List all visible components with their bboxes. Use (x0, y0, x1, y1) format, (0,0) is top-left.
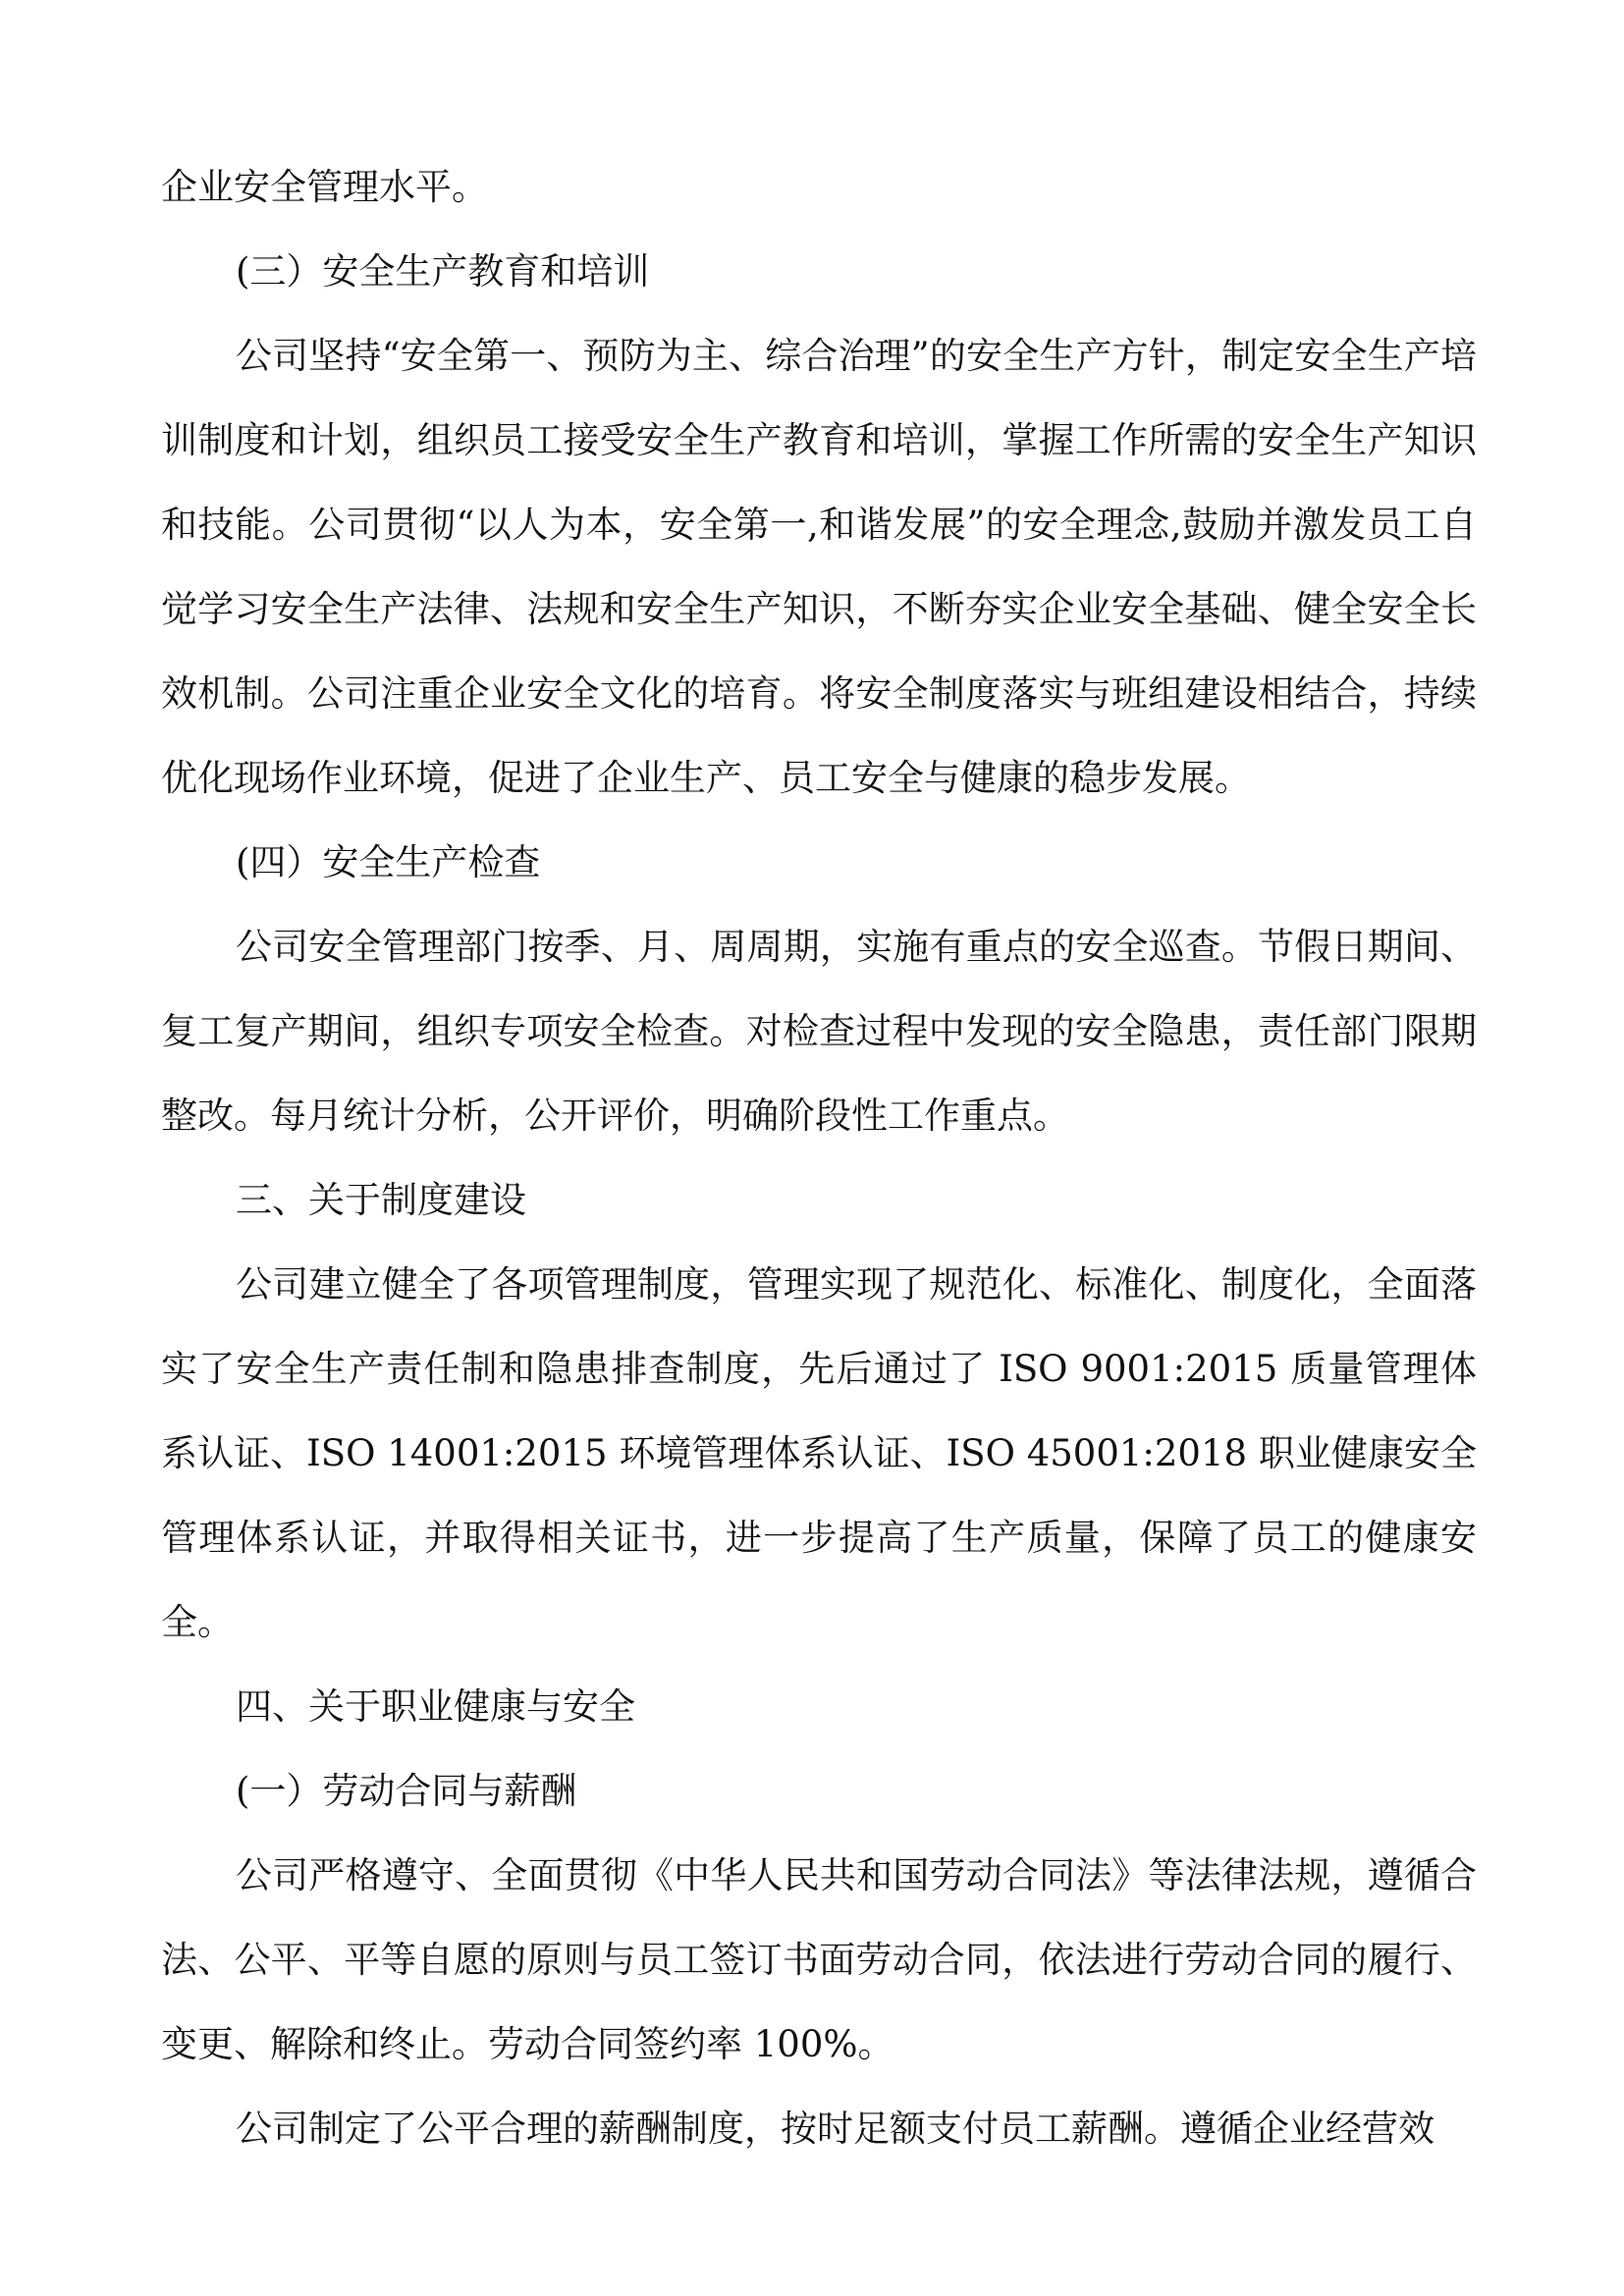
heading-system-building: 三、关于制度建设 (236, 1179, 526, 1221)
continuation-line: 企业安全管理水平。 (161, 166, 488, 208)
paragraph-salary: 公司制定了公平合理的薪酬制度，按时足额支付员工薪酬。遵循企业经营效 (236, 2108, 1435, 2150)
subheading-safety-inspection: (四）安全生产检查 (236, 841, 541, 883)
heading-occupational-health: 四、关于职业健康与安全 (236, 1685, 635, 1728)
document-body (161, 145, 1477, 2171)
subheading-labor-contract: (一）劳动合同与薪酬 (236, 1770, 577, 1812)
subheading-safety-training: (三）安全生产教育和培训 (236, 250, 650, 293)
paragraph-labor-contract: 公司严格遵守、全面贯彻《中华人民共和国劳动合同法》等法律法规，遵循合法、公平、平等自愿的原则与员工签订书面劳动合同，依法进行劳动合同的履行、变更、解除和终止。劳动合同签约率 100%。 (161, 1854, 1477, 2065)
paragraph-system-building: 公司建立健全了各项管理制度，管理实现了规范化、标准化、制度化，全面落实了安全生产责任制和隐患排查制度，先后通过了 ISO 9001:2015 质量管理体系认证、ISO 14001:2015 环境管理体系认证、ISO 45001:2018 职业健康安全管理体系认证，并取得相关证书，进一步提高了生产质量，保障了员工的健康安全。 (161, 1263, 1477, 1643)
paragraph-safety-inspection: 公司安全管理部门按季、月、周周期，实施有重点的安全巡查。节假日期间、复工复产期间，组织专项安全检查。对检查过程中发现的安全隐患，责任部门限期整改。每月统计分析，公开评价，明确阶段性工作重点。 (161, 926, 1477, 1137)
paragraph-safety-training: 公司坚持“安全第一、预防为主、综合治理”的安全生产方针，制定安全生产培训制度和计划，组织员工接受安全生产教育和培训，掌握工作所需的安全生产知识和技能。公司贯彻“以人为本，安全第一,和谐发展”的安全理念,鼓励并激发员工自觉学习安全生产法律、法规和安全生产知识，不断夯实企业安全基础、健全安全长效机制。公司注重企业安全文化的培育。将安全制度落实与班组建设相结合，持续优化现场作业环境，促进了企业生产、员工安全与健康的稳步发展。 (161, 335, 1477, 799)
